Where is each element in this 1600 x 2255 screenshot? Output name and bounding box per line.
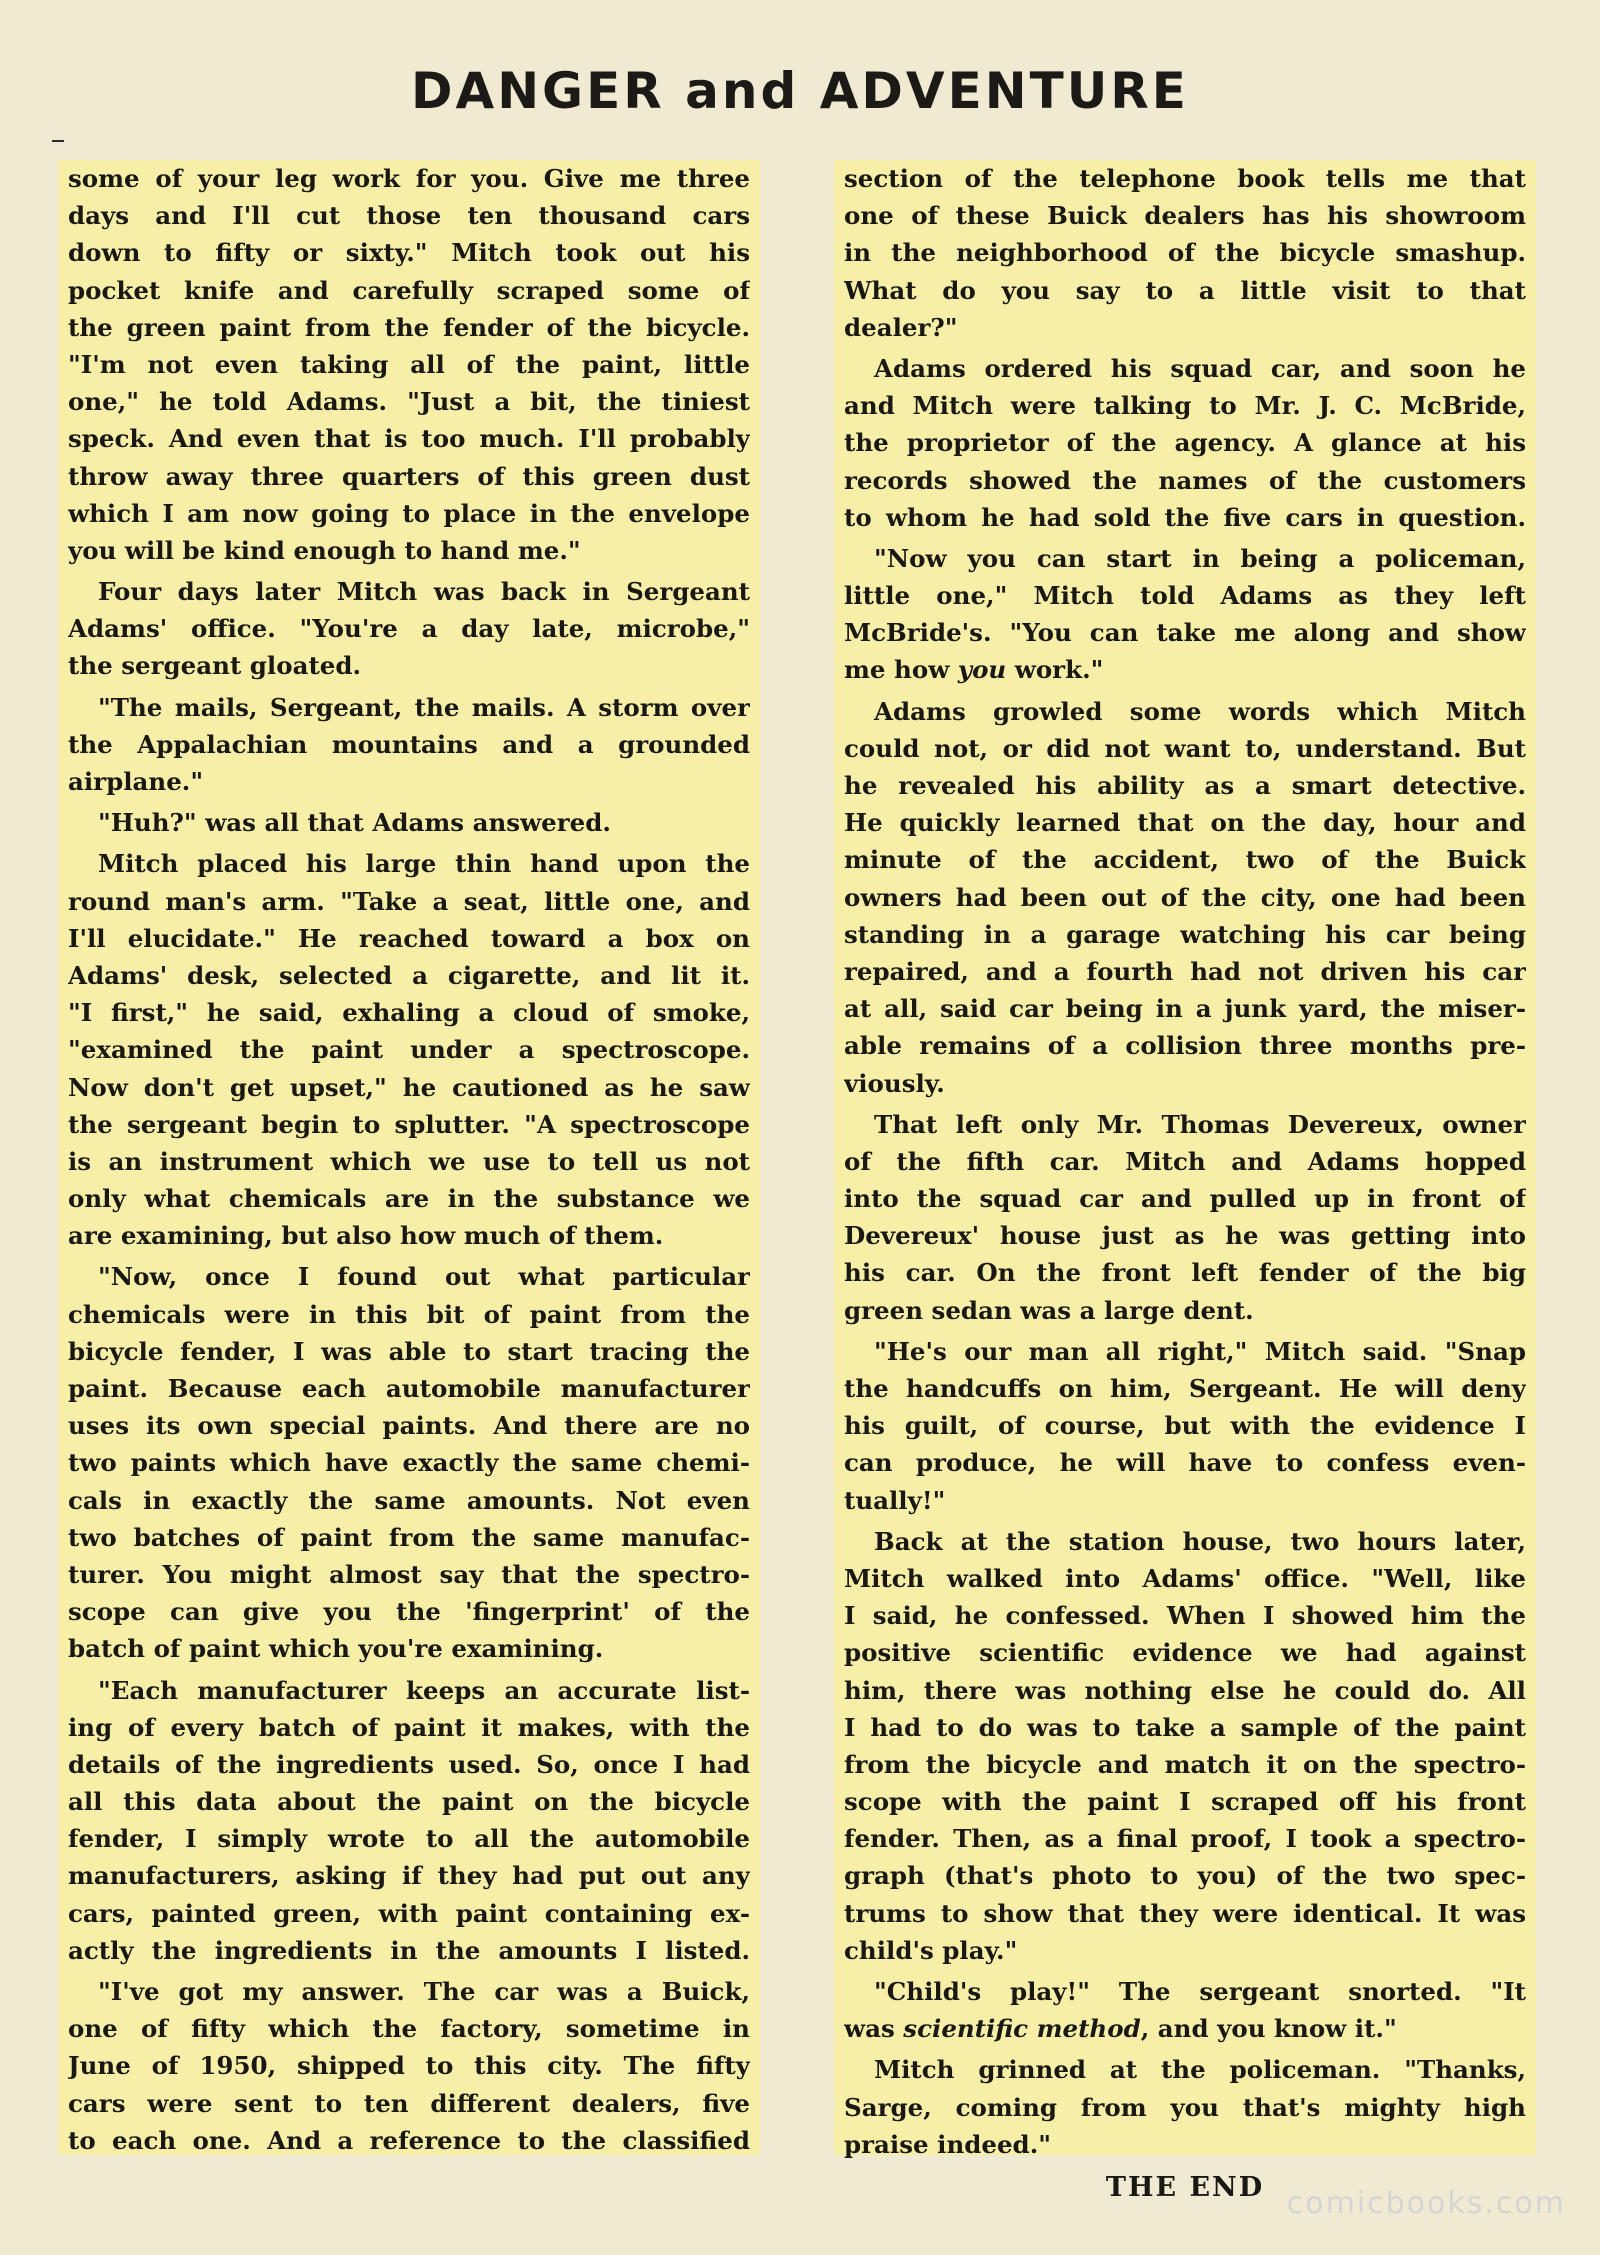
text-line: uses its own special paints. And there are no [68, 1411, 750, 1441]
text-line: Four days later Mitch was back in Sergeant [98, 577, 750, 607]
text-line: graph (that's photo to you) of the two spec- [844, 1861, 1526, 1891]
text-line: to whom he had sold the five cars in question. [844, 502, 1526, 532]
page-title: DANGER and ADVENTURE [411, 62, 1189, 120]
text-line: two paints which have exactly the same chemi- [68, 1448, 750, 1478]
text-line: all this data about the paint on the bicycle [68, 1787, 750, 1817]
text-line: "Each manufacturer keeps an accurate list- [98, 1675, 750, 1705]
text-line: at all, said car being in a junk yard, the miser- [844, 994, 1526, 1024]
text-line: Now don't get upset," he cautioned as he saw [68, 1072, 750, 1102]
text-line: Mitch grinned at the policeman. "Thanks, [874, 2055, 1526, 2085]
text-line: viously. [844, 1068, 945, 1098]
text-line: I'll elucidate." He reached toward a box on [68, 923, 750, 953]
text-line: bicycle fender, I was able to start tracing the [68, 1336, 750, 1366]
text-line: one of fifty which the factory, sometime in [68, 2014, 750, 2044]
corner-mark [52, 140, 64, 148]
text-column-right [834, 160, 1536, 2203]
text-line: the green paint from the fender of the bicycle. [68, 312, 750, 342]
text-line: Sarge, coming from you that's mighty high [844, 2092, 1526, 2122]
text-line: could not, or did not want to, understand. But [844, 733, 1526, 763]
text-line: one of these Buick dealers has his showroom [844, 201, 1526, 231]
text-line: That left only Mr. Thomas Devereux, owner [874, 1109, 1526, 1139]
text-line: him, there was nothing else he could do. All [844, 1675, 1526, 1705]
text-line: What do you say to a little visit to that [844, 275, 1526, 305]
text-line: turer. You might almost say that the spectro- [68, 1559, 750, 1589]
text-line: which I am now going to place in the envelope [68, 498, 750, 528]
watermark: comicbooks.com [1286, 2186, 1566, 2221]
text-line: "examined the paint under a spectroscope. [68, 1035, 750, 1065]
italic-segment: you [957, 655, 1007, 685]
text-line: of the fifth car. Mitch and Adams hopped [844, 1146, 1526, 1176]
text-segment: me how [844, 655, 958, 685]
text-line: "I'm not even taking all of the paint, little [68, 349, 750, 379]
text-line: throw away three quarters of this green dust [68, 461, 750, 491]
text-line: dealer?" [844, 312, 958, 342]
text-line: the Appalachian mountains and a grounded [68, 729, 750, 759]
text-line: little one," Mitch told Adams as they left [844, 581, 1526, 611]
text-line [844, 651, 1526, 688]
the-end-label: THE END [1105, 2171, 1265, 2203]
text-line: only what chemicals are in the substance we [68, 1184, 750, 1214]
text-line: "I've got my answer. The car was a Buick, [98, 1977, 750, 2006]
text-line: Back at the station house, two hours later, [874, 1526, 1526, 1556]
text-line: minute of the accident, two of the Buick [844, 845, 1526, 875]
text-line: round man's arm. "Take a seat, little one, and [68, 886, 750, 916]
text-line: batch of paint which you're examining. [68, 1634, 604, 1664]
text-line: the proprietor of the agency. A glance at his [844, 428, 1526, 458]
text-line: the sergeant begin to splutter. "A spectroscope [68, 1109, 750, 1139]
text-line: manufacturers, asking if they had put out any [68, 1861, 750, 1891]
text-line: down to fifty or sixty." Mitch took out his [68, 238, 750, 268]
text-line: praise indeed." [844, 2129, 1051, 2159]
text-line: green sedan was a large dent. [844, 1295, 1254, 1325]
text-line: into the squad car and pulled up in front of [844, 1184, 1526, 1214]
text-line: ing of every batch of paint it makes, with the [68, 1712, 750, 1742]
text-line: records showed the names of the customers [844, 465, 1526, 495]
text-line: Adams' office. "You're a day late, microbe," [68, 614, 750, 644]
text-line: fender. Then, as a final proof, I took a spectro- [844, 1824, 1526, 1854]
text-line: airplane." [68, 767, 204, 796]
text-line: able remains of a collision three months pre- [844, 1031, 1526, 1061]
text-line: to each one. And a reference to the classified [68, 2125, 750, 2155]
text-line: can produce, he will have to confess even- [844, 1448, 1526, 1478]
text-line: child's play." [844, 1935, 1018, 1965]
text-line: days and I'll cut those ten thousand cars [68, 201, 750, 231]
text-line: section of the telephone book tells me that [844, 164, 1526, 193]
text-line: McBride's. "You can take me along and show [844, 618, 1526, 648]
text-line: his guilt, of course, but with the evidence I [844, 1411, 1526, 1441]
text-line: are examining, but also how much of them. [68, 1221, 664, 1251]
text-line: is an instrument which we use to tell us not [68, 1146, 750, 1176]
text-line: June of 1950, shipped to this city. The fifty [68, 2051, 750, 2081]
text-line: "He's our man all right," Mitch said. "Snap [874, 1336, 1526, 1366]
text-segment: , and you know it." [1140, 2014, 1397, 2044]
text-line: chemicals were in this bit of paint from the [68, 1299, 750, 1329]
text-segment: was [844, 2014, 904, 2044]
text-line: positive scientific evidence we had against [844, 1638, 1526, 1668]
text-line: the sergeant gloated. [68, 651, 362, 681]
text-line: trums to show that they were identical. It was [844, 1898, 1526, 1928]
text-line: "Now, once I found out what particular [98, 1262, 750, 1292]
text-segment: work." [1006, 655, 1104, 685]
text-line: Mitch placed his large thin hand upon the [98, 849, 750, 879]
text-line: and Mitch were talking to Mr. J. C. McBride, [844, 391, 1526, 421]
text-line: cars were sent to ten different dealers, five [68, 2088, 750, 2118]
text-line: from the bicycle and match it on the spectro- [844, 1749, 1526, 1779]
text-line: some of your leg work for you. Give me three [68, 164, 750, 193]
text-line: two batches of paint from the same manufac- [68, 1522, 750, 1552]
text-line: Mitch walked into Adams' office. "Well, like [844, 1563, 1526, 1593]
text-line: in the neighborhood of the bicycle smashup. [844, 238, 1526, 268]
text-line: "I first," he said, exhaling a cloud of smoke, [68, 998, 750, 1028]
text-line [844, 2010, 1526, 2047]
text-line: Adams' desk, selected a cigarette, and lit it. [68, 960, 750, 990]
text-line: "Now you can start in being a policeman, [874, 543, 1526, 573]
text-line: Adams ordered his squad car, and soon he [874, 353, 1526, 383]
text-line: he revealed his ability as a smart detective. [844, 771, 1526, 800]
text-line: Adams growled some words which Mitch [874, 696, 1526, 726]
text-line: you will be kind enough to hand me." [68, 535, 581, 565]
text-line: He quickly learned that on the day, hour and [844, 808, 1526, 838]
text-line: paint. Because each automobile manufacturer [68, 1374, 750, 1403]
text-line: the handcuffs on him, Sergeant. He will deny [844, 1374, 1526, 1403]
italic-segment: scientific method [903, 2014, 1141, 2044]
text-line: speck. And even that is too much. I'll probably [68, 424, 750, 454]
text-line: pocket knife and carefully scraped some of [68, 275, 750, 305]
text-line: cars, painted green, with paint containing ex- [68, 1898, 750, 1928]
text-line: fender, I simply wrote to all the automobile [68, 1824, 750, 1854]
text-line: scope with the paint I scraped off his front [844, 1787, 1526, 1817]
text-line: repaired, and a fourth had not driven his car [844, 956, 1526, 986]
text-line: "The mails, Sergeant, the mails. A storm over [98, 692, 750, 722]
text-line: I had to do was to take a sample of the paint [844, 1712, 1526, 1742]
text-line: cals in exactly the same amounts. Not even [68, 1485, 750, 1515]
text-line: details of the ingredients used. So, once I had [68, 1749, 750, 1779]
text-line: his car. On the front left fender of the big [844, 1258, 1526, 1288]
text-line: "Child's play!" The sergeant snorted. "It [874, 1977, 1526, 2006]
text-line: I said, he confessed. When I showed him the [844, 1601, 1526, 1631]
text-line: Devereux' house just as he was getting into [844, 1221, 1526, 1251]
text-line: tually!" [844, 1485, 946, 1515]
text-line: scope can give you the 'fingerprint' of the [68, 1597, 750, 1627]
text-line: one," he told Adams. "Just a bit, the tiniest [68, 387, 750, 417]
text-line: standing in a garage watching his car being [844, 919, 1526, 949]
text-line: actly the ingredients in the amounts I listed. [68, 1935, 750, 1965]
text-column-left [58, 160, 760, 2155]
text-line: owners had been out of the city, one had been [844, 882, 1526, 912]
text-line: "Huh?" was all that Adams answered. [98, 808, 611, 838]
